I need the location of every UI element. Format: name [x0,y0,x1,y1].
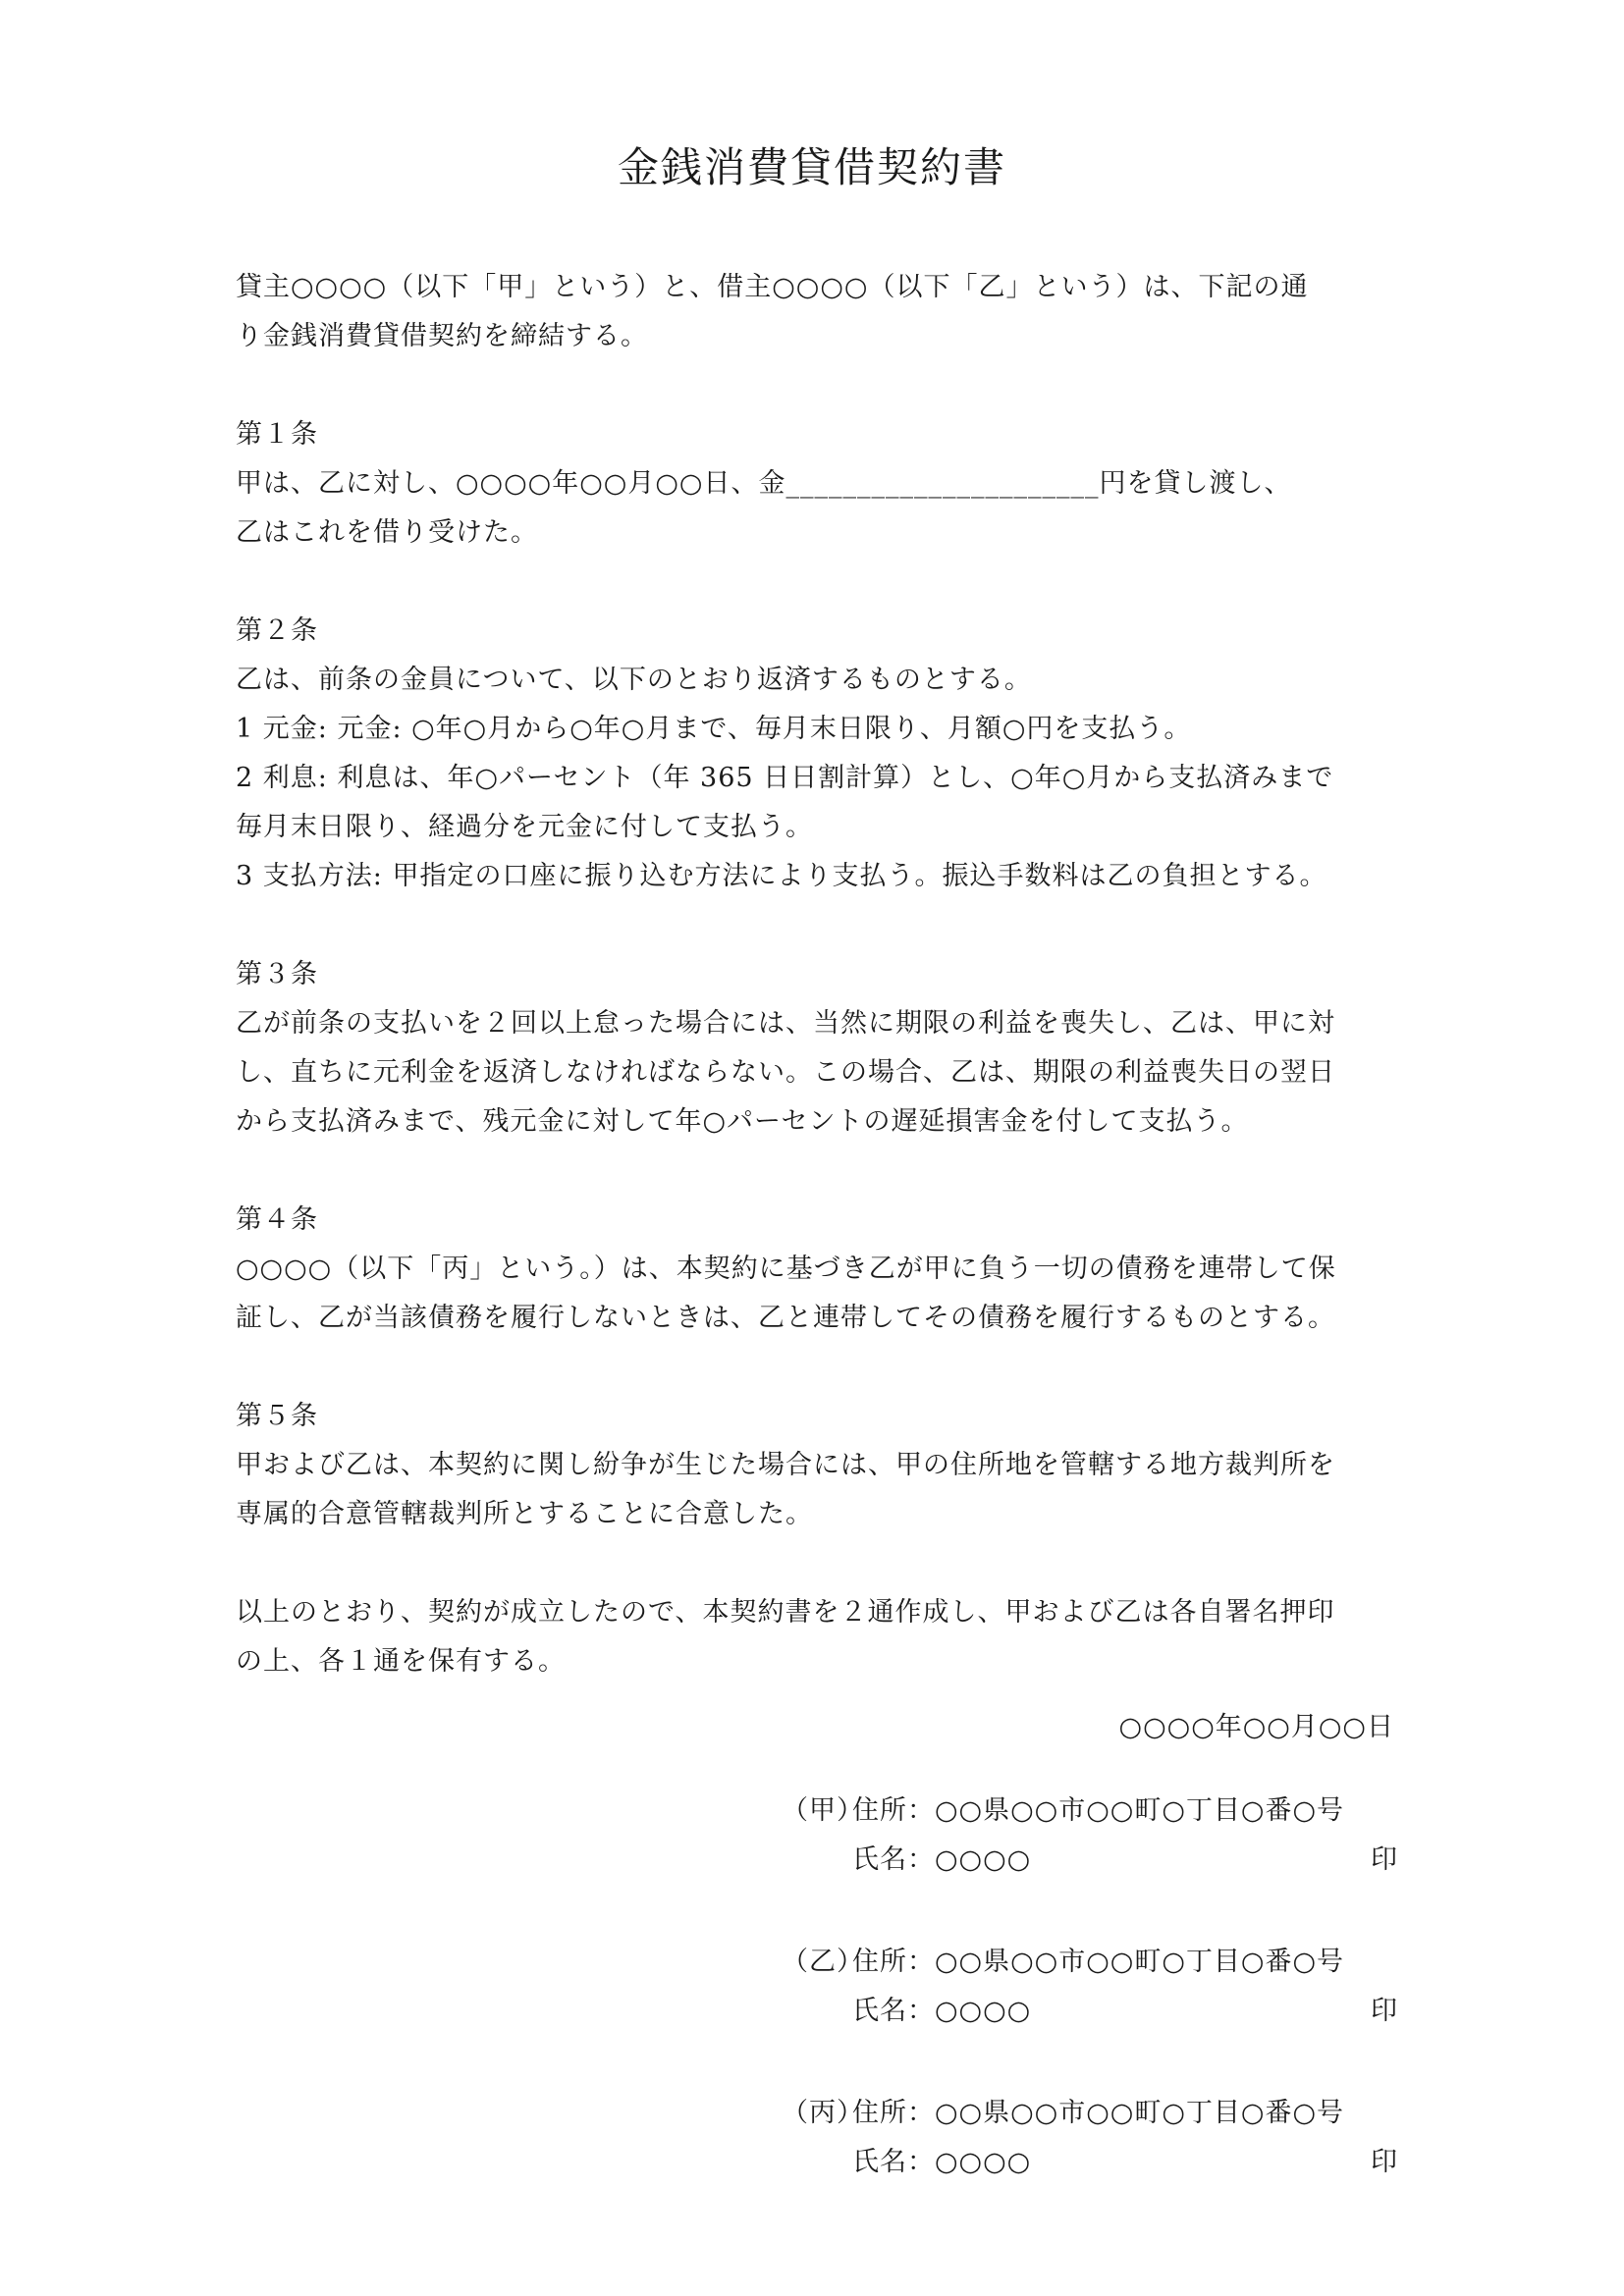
party-borrower [782,1938,1398,2036]
article-3-text: 乙が前条の支払いを２回以上怠った場合には、当然に期限の利益を喪失し、乙は、甲に対 [236,1008,1335,1039]
seal-mark: 印 [1371,1844,1398,1875]
party-name: 氏名：○○○○ [852,1996,1032,2026]
article-4-text: ○○○○（以下「丙」という。）は、本契約に基づき乙が甲に負う一切の債務を連帯して保 [236,1254,1336,1284]
article-4-heading: 第４条 [236,1204,318,1235]
preamble-line: り金銭消費貸借契約を締結する。 [236,321,648,351]
article-1-text: 甲は、乙に対し、○○○○年○○月○○日、金______________________円を貸し渡し、 [236,468,1292,499]
document-title: 金銭消費貸借契約書 [617,143,1006,191]
party-name: 氏名：○○○○ [852,1844,1032,1875]
article-2-heading: 第２条 [236,615,318,646]
article-5-text: 甲および乙は、本契約に関し紛争が生じた場合には、甲の住所地を管轄する地方裁判所を [236,1450,1335,1480]
closing-line: の上、各１通を保有する。 [236,1646,566,1677]
party-guarantor [782,2089,1398,2187]
party-address: 住所：○○県○○市○○町○丁目○番○号 [852,1947,1345,1977]
article-2-item: 3 支払方法: 甲指定の口座に振り込む方法により支払う。振込手数料は乙の負担とする。 [236,861,1327,891]
article-2-item: 2 利息: 利息は、年○パーセント（年 365 日日割計算）とし、○年○月から支払済みまで [236,763,1334,793]
party-label: （乙） [782,1947,864,1977]
seal-mark: 印 [1371,1996,1398,2026]
article-3-heading: 第３条 [236,959,318,989]
article-5-text: 専属的合意管轄裁判所とすることに合意した。 [236,1499,813,1529]
party-name: 氏名：○○○○ [852,2147,1032,2177]
party-address: 住所：○○県○○市○○町○丁目○番○号 [852,2098,1345,2128]
article-2-item: 1 元金: 元金: ○年○月から○年○月まで、毎月末日限り、月額○円を支払う。 [236,714,1192,744]
party-label: （丙） [782,2098,864,2128]
document-body [236,263,1394,1686]
article-4-text: 証し、乙が当該債務を履行しないときは、乙と連帯してその債務を履行するものとする。 [236,1303,1335,1333]
party-lender [782,1787,1398,1885]
contract-date: ○○○○年○○月○○日 [1118,1712,1394,1742]
article-3-text: し、直ちに元利金を返済しなければならない。この場合、乙は、期限の利益喪失日の翌日 [236,1057,1335,1088]
party-address: 住所：○○県○○市○○町○丁目○番○号 [852,1795,1345,1826]
preamble-line: 貸主○○○○（以下「甲」という）と、借主○○○○（以下「乙」という）は、下記の通 [236,272,1309,302]
article-3-text: から支払済みまで、残元金に対して年○パーセントの遅延損害金を付して支払う。 [236,1106,1249,1137]
article-1-heading: 第１条 [236,419,318,450]
article-2-item: 毎月末日限り、経過分を元金に付して支払う。 [236,812,813,842]
article-2-text: 乙は、前条の金員について、以下のとおり返済するものとする。 [236,665,1032,695]
seal-mark: 印 [1371,2147,1398,2177]
party-label: （甲） [782,1795,864,1826]
article-5-heading: 第５条 [236,1401,318,1431]
closing-line: 以上のとおり、契約が成立したので、本契約書を２通作成し、甲および乙は各自署名押印 [236,1597,1335,1628]
article-1-text: 乙はこれを借り受けた。 [236,517,538,548]
